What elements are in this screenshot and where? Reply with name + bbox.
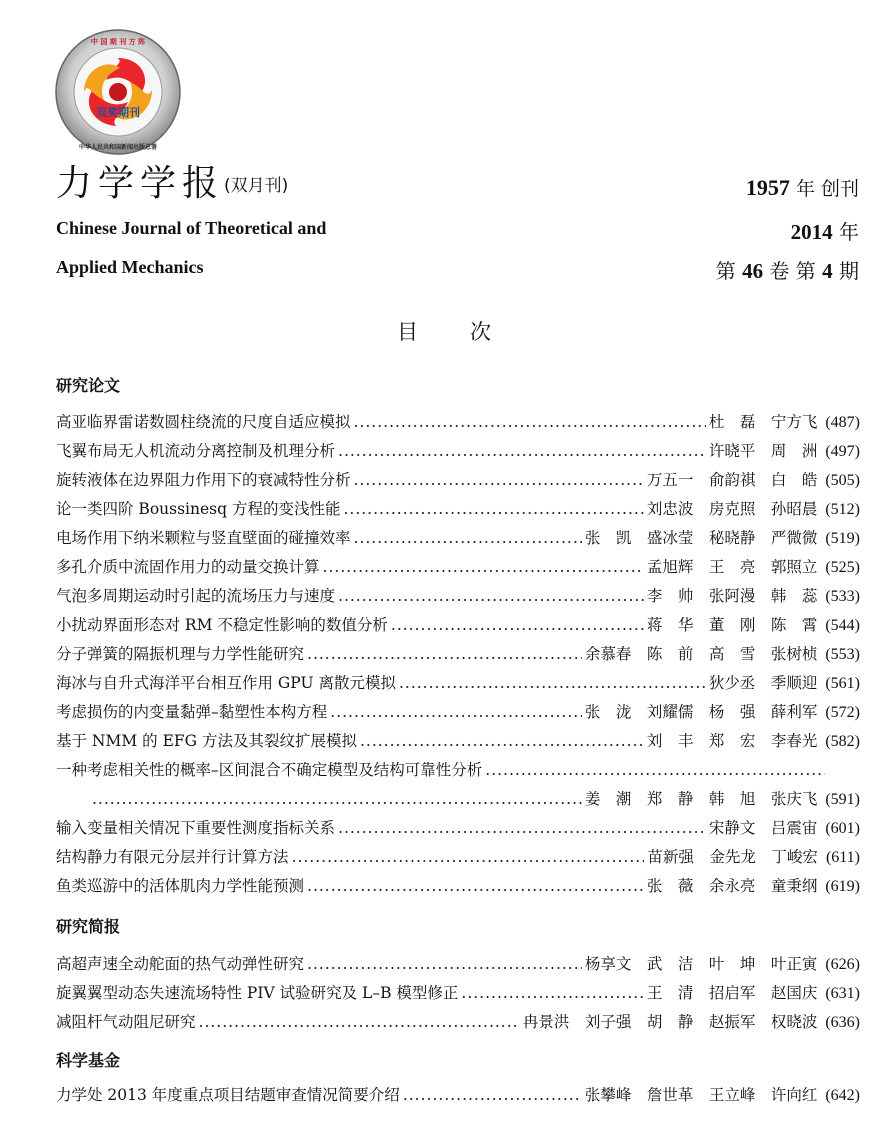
volume-prefix: 第 (715, 259, 736, 283)
toc-entry[interactable] (56, 952, 860, 976)
entry-page: (601) (825, 820, 860, 837)
section-heading: 科学基金 (56, 1051, 121, 1070)
volume-suffix: 卷 第 (769, 259, 816, 283)
leader-dots (354, 413, 706, 431)
entry-title: 气泡多周期运动时引起的流场压力与速度 (56, 587, 336, 605)
toc-entry[interactable] (56, 671, 860, 695)
volume-issue (716, 255, 859, 284)
entry-page: (553) (825, 646, 860, 663)
toc-entry[interactable] (56, 439, 860, 463)
publication-year (791, 216, 859, 245)
entry-title: 高亚临界雷诺数圆柱绕流的尺度自适应模拟 (56, 413, 351, 431)
leader-dots (343, 500, 643, 518)
leader-dots (360, 732, 644, 750)
entry-page: (533) (825, 588, 860, 605)
entry-title: 输入变量相关情况下重要性测度指标关系 (56, 819, 336, 837)
toc-entry[interactable] (56, 526, 860, 550)
emblem-graphic (54, 28, 182, 156)
entry-page: (519) (825, 530, 860, 547)
founded-line (746, 174, 859, 201)
entry-title: 旋转液体在边界阻力作用下的衰减特性分析 (56, 471, 351, 489)
entry-page: (619) (825, 878, 860, 895)
section-heading: 研究论文 (56, 376, 121, 395)
journal-title-zh (56, 160, 288, 210)
toc-entry[interactable] (56, 1083, 860, 1107)
entry-title: 基于 NMM 的 EFG 方法及其裂纹扩展模拟 (56, 732, 357, 750)
entry-authors: 冉景洪 刘子强 胡 静 赵振军 权晓波 (522, 1013, 818, 1031)
toc-entry[interactable] (56, 584, 860, 608)
journal-award-emblem (54, 28, 182, 156)
entry-page: (611) (825, 849, 860, 866)
entry-page: (544) (825, 617, 860, 634)
leader-dots (338, 442, 706, 460)
entry-title: 旋翼翼型动态失速流场特性 PIV 试验研究及 L–B 模型修正 (56, 984, 459, 1002)
entry-page: (497) (825, 443, 860, 460)
entry-authors: 李 帅 张阿漫 韩 蕊 (646, 587, 818, 605)
entry-authors: 万五一 俞韵祺 白 皓 (646, 471, 818, 489)
toc-heading: 目次 (397, 320, 543, 344)
leader-dots (92, 790, 582, 808)
entry-authors: 苗新强 金先龙 丁峻宏 (647, 848, 818, 866)
entry-page: (642) (825, 1087, 860, 1104)
entry-authors: 张 泷 刘耀儒 杨 强 薛利军 (584, 703, 818, 721)
entry-authors: 宋静文 吕震宙 (708, 819, 818, 837)
entry-page: (505) (825, 472, 860, 489)
leader-dots (354, 471, 644, 489)
toc-entry[interactable] (56, 642, 860, 666)
leader-dots (307, 877, 644, 895)
toc-entry[interactable] (56, 468, 860, 492)
leader-dots (307, 955, 582, 973)
toc-entry-line2[interactable] (92, 787, 860, 811)
leader-dots (338, 587, 644, 605)
entry-authors: 许晓平 周 洲 (708, 442, 818, 460)
founded-text: 年 创刊 (795, 178, 859, 200)
toc-entry[interactable] (56, 1010, 860, 1034)
entry-authors: 杨享文 武 洁 叶 坤 叶正寅 (584, 955, 818, 973)
entry-title: 一种考虑相关性的概率–区间混合不确定模型及结构可靠性分析 (56, 761, 483, 779)
leader-dots (330, 703, 582, 721)
leader-dots (323, 558, 644, 576)
entry-authors: 刘 丰 郑 宏 李春光 (646, 732, 818, 750)
entry-authors: 刘忠波 房克照 孙昭晨 (646, 500, 818, 518)
entry-authors: 孟旭辉 王 亮 郭照立 (646, 558, 818, 576)
leader-dots (391, 616, 644, 634)
entry-title: 分子弹簧的隔振机理与力学性能研究 (56, 645, 305, 663)
leader-dots (485, 761, 825, 779)
entry-authors: 蒋 华 董 刚 陈 霄 (646, 616, 818, 634)
entry-page: (591) (825, 791, 860, 808)
founded-year: 1957 (745, 175, 790, 200)
volume-number: 46 (742, 259, 764, 283)
entry-authors: 张 薇 余永亮 童秉纲 (646, 877, 818, 895)
entry-title: 减阻杆气动阻尼研究 (56, 1013, 196, 1031)
entry-authors: 余慕春 陈 前 高 雪 张树桢 (584, 645, 818, 663)
journal-title-en-line2: Applied Mechanics (56, 257, 204, 277)
entry-page: (525) (825, 559, 860, 576)
entry-authors: 张攀峰 詹世革 王立峰 许向红 (584, 1086, 818, 1104)
entry-page: (626) (825, 956, 860, 973)
entry-title: 高超声速全动舵面的热气动弹性研究 (56, 955, 305, 973)
leader-dots (338, 819, 706, 837)
entry-title: 论一类四阶 Boussinesq 方程的变浅性能 (56, 500, 341, 518)
entry-title: 考虑损伤的内变量黏弹–黏塑性本构方程 (56, 703, 328, 721)
entry-authors: 张 凯 盛冰莹 秘晓静 严微微 (584, 529, 818, 547)
entry-title: 结构静力有限元分层并行计算方法 (56, 848, 289, 866)
issue-suffix: 期 (839, 259, 859, 283)
leader-dots (399, 674, 706, 692)
entry-title: 电场作用下纳米颗粒与竖直壁面的碰撞效率 (56, 529, 351, 547)
leader-dots (403, 1086, 582, 1104)
emblem-top-label: 中 国 期 刊 方 阵 (90, 38, 146, 46)
entry-authors: 王 清 招启军 赵国庆 (646, 984, 818, 1002)
toc-entry[interactable] (56, 497, 860, 521)
toc-entry[interactable] (56, 613, 860, 637)
toc-entry[interactable] (56, 874, 860, 898)
entry-authors: 杜 磊 宁方飞 (708, 413, 818, 431)
toc-entry-line1[interactable] (56, 758, 828, 782)
issue-number: 4 (822, 259, 833, 283)
entry-page: (487) (825, 414, 860, 431)
entry-page: (636) (825, 1014, 860, 1031)
entry-title: 多孔介质中流固作用力的动量交换计算 (56, 558, 320, 576)
journal-frequency: (双月刊) (224, 176, 289, 196)
emblem-bottom-label: 中华人民共和国新闻出版总署 (78, 144, 158, 151)
toc-entry[interactable] (56, 981, 860, 1005)
leader-dots (354, 529, 582, 547)
journal-title-zh-text: 力学学报 (56, 163, 225, 204)
entry-page: (561) (825, 675, 860, 692)
entry-title: 鱼类巡游中的活体肌肉力学性能预测 (56, 877, 305, 895)
entry-page: (582) (825, 733, 860, 750)
leader-dots (307, 645, 582, 663)
toc-entry[interactable] (56, 816, 860, 840)
section-heading: 研究简报 (56, 917, 121, 936)
year-value: 2014 (790, 220, 833, 244)
entry-page: (631) (825, 985, 860, 1002)
leader-dots (461, 984, 643, 1002)
entry-title: 小扰动界面形态对 RM 不稳定性影响的数值分析 (56, 616, 388, 634)
entry-page: (512) (825, 501, 860, 518)
toc-entry[interactable] (56, 700, 860, 724)
toc-entry[interactable] (56, 410, 860, 434)
leader-dots (292, 848, 645, 866)
toc-entry[interactable] (56, 555, 860, 579)
entry-title: 力学处 2013 年度重点项目结题审查情况简要介绍 (56, 1086, 400, 1104)
entry-page: (572) (825, 704, 860, 721)
entry-authors: 狄少丞 季顺迎 (708, 674, 818, 692)
entry-title: 飞翼布局无人机流动分离控制及机理分析 (56, 442, 336, 460)
entry-authors: 姜 潮 郑 静 韩 旭 张庆飞 (584, 790, 818, 808)
toc-entry[interactable] (56, 729, 860, 753)
year-suffix: 年 (839, 220, 859, 244)
emblem-center-label: 双奖期刊 (96, 106, 140, 119)
journal-title-en-line1: Chinese Journal of Theoretical and (56, 218, 327, 238)
toc-entry[interactable] (56, 845, 860, 869)
leader-dots (199, 1013, 520, 1031)
entry-title: 海冰与自升式海洋平台相互作用 GPU 离散元模拟 (56, 674, 396, 692)
